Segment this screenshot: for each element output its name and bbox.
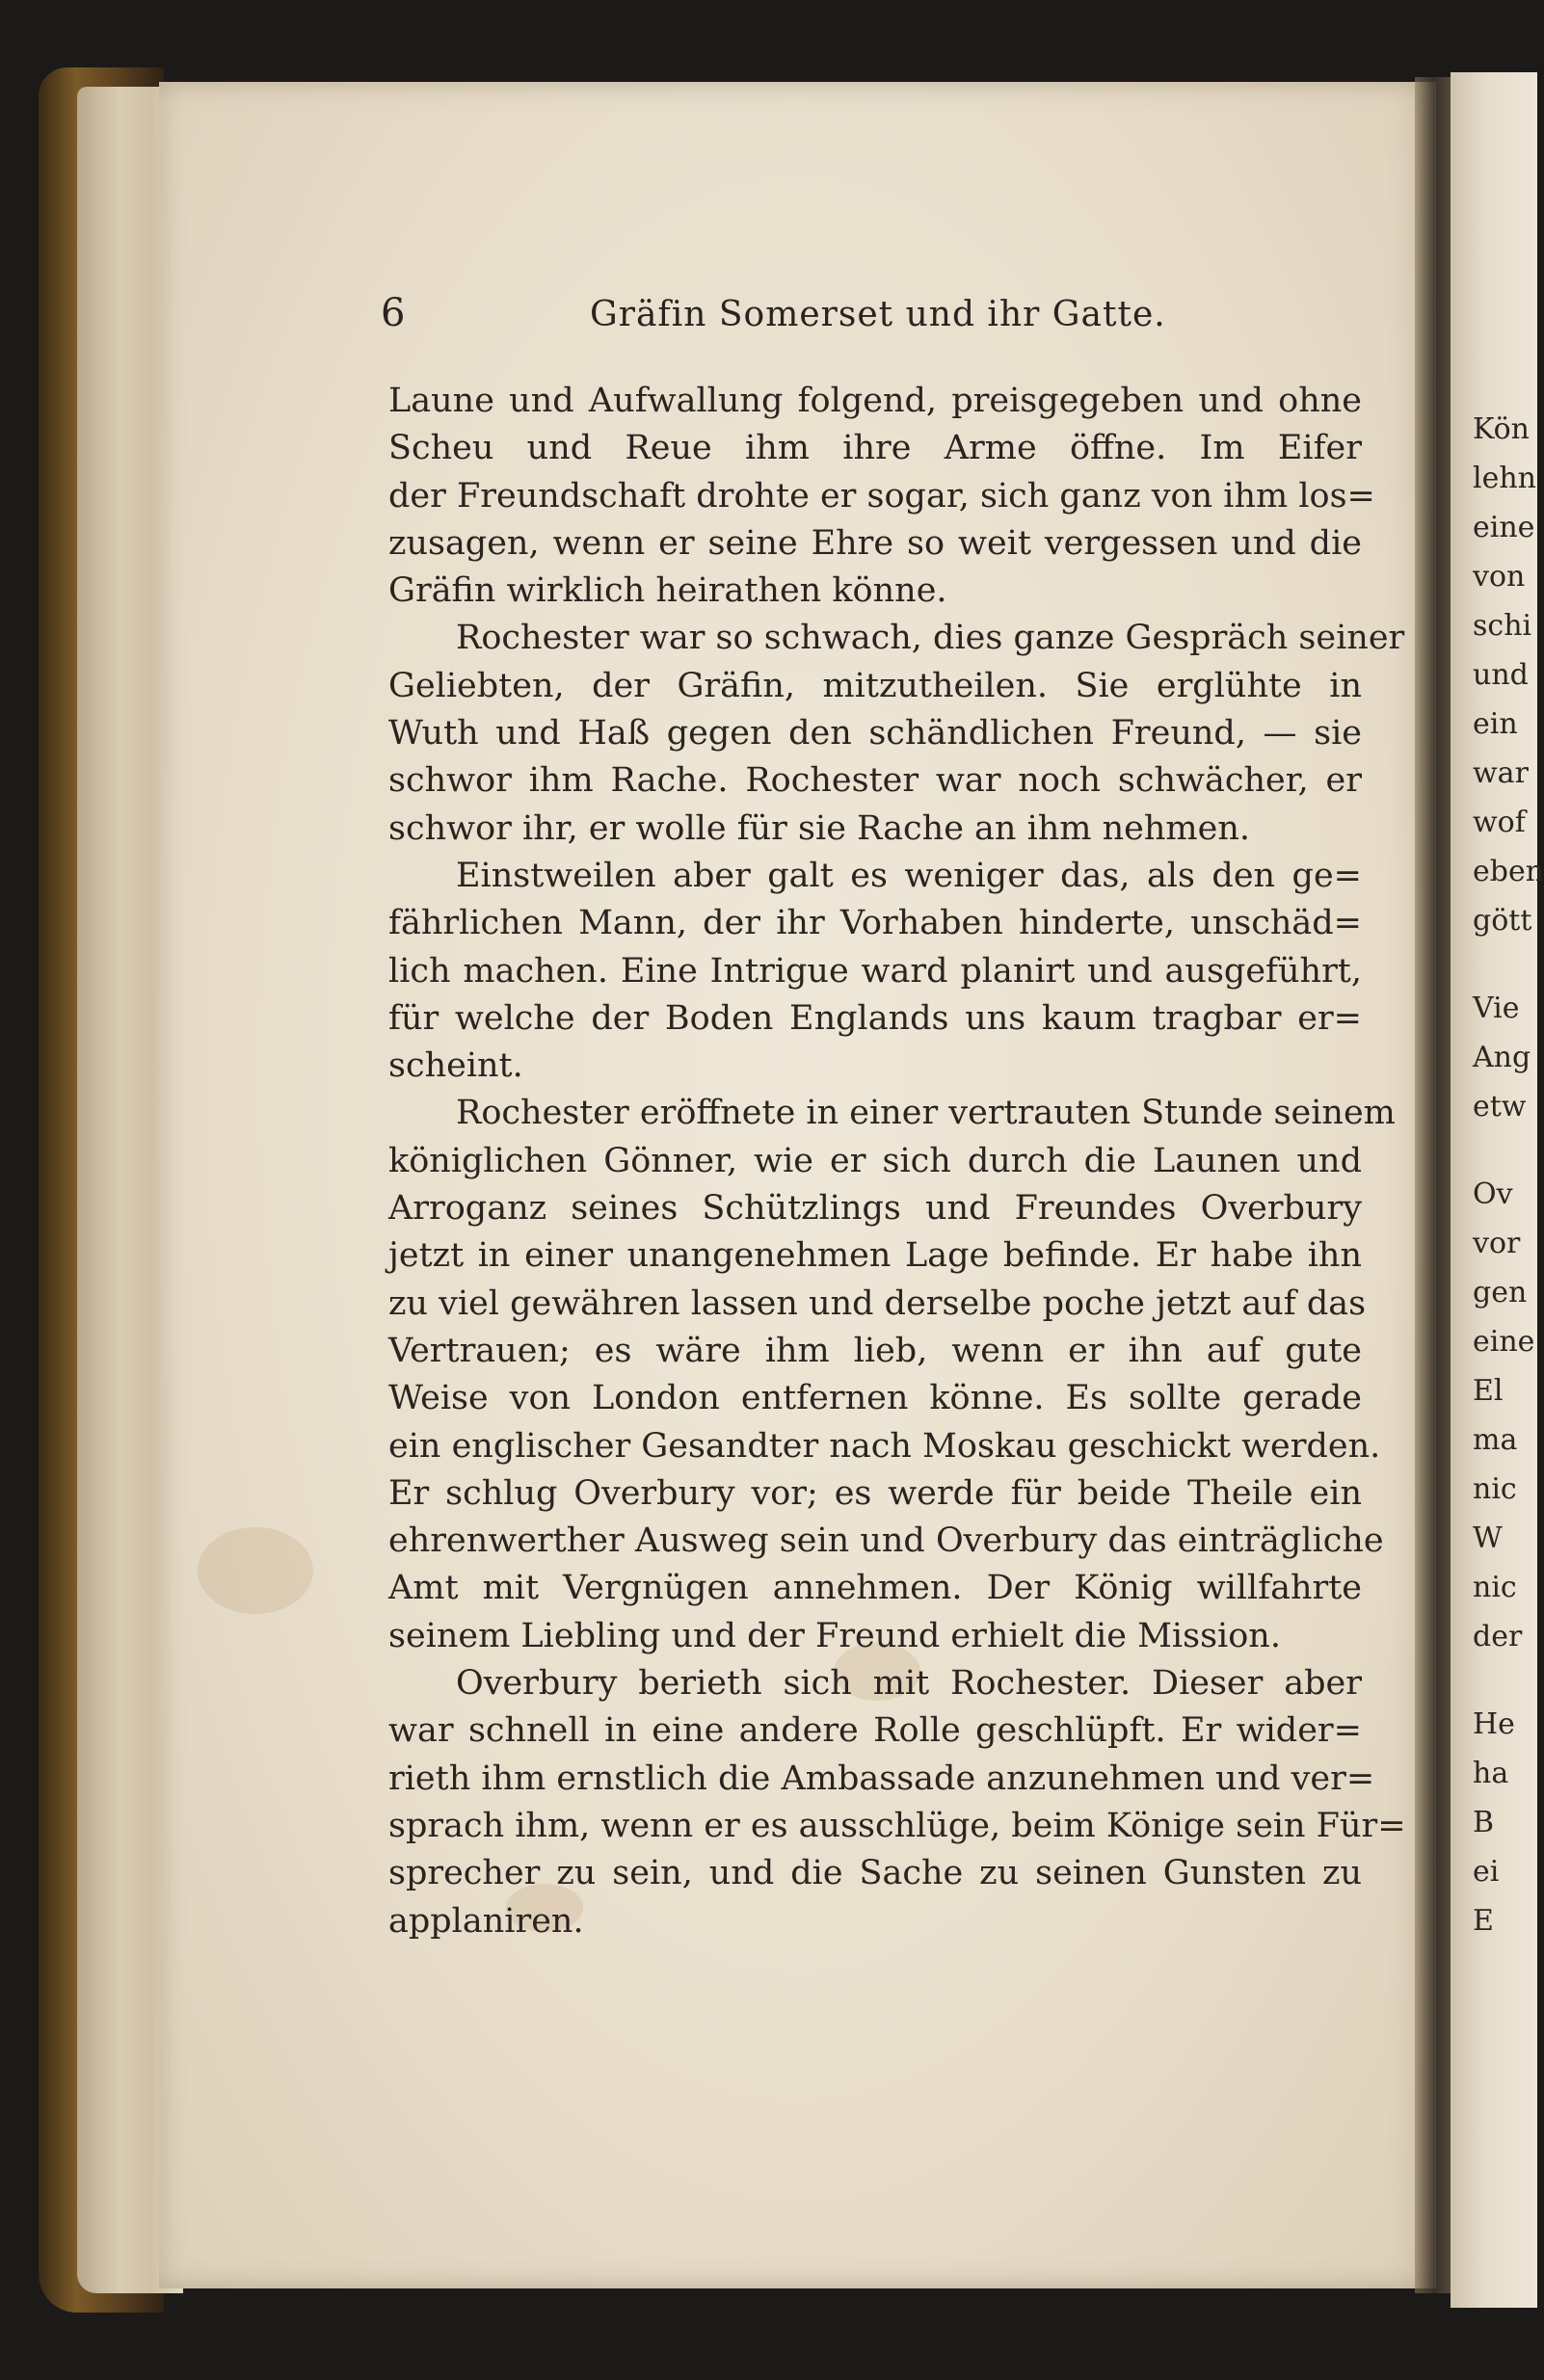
facing-page-fragment: Ang xyxy=(1473,1041,1531,1074)
facing-page-fragment: schi xyxy=(1473,609,1532,643)
facing-page-fragment: ha xyxy=(1473,1757,1509,1790)
text-line: seinem Liebling und der Freund erhielt die Mission. xyxy=(388,1616,1281,1655)
facing-page-fragment: und xyxy=(1473,658,1529,692)
facing-page-fragment: gött xyxy=(1473,904,1532,938)
text-line: sprecher zu sein, und die Sache zu seinen Gunsten zu xyxy=(388,1854,1362,1893)
facing-page-fragment: El xyxy=(1473,1374,1504,1408)
facing-page-fragment: E xyxy=(1473,1904,1494,1938)
book-gutter xyxy=(1415,77,1453,2293)
facing-page-fragment: B xyxy=(1473,1806,1495,1839)
text-line: Geliebten, der Gräfin, mitzutheilen. Sie erglühte in xyxy=(388,666,1362,705)
text-line: Scheu und Reue ihm ihre Arme öffne. Im Eifer xyxy=(388,429,1362,468)
text-line: jetzt in einer unangenehmen Lage befinde. Er habe ihn xyxy=(388,1236,1362,1276)
facing-page-fragment: wof xyxy=(1473,806,1526,839)
text-line: der Freundschaft drohte er sogar, sich ganz von ihm los= xyxy=(388,476,1375,516)
text-line: Arroganz seines Schützlings und Freundes Overbury xyxy=(388,1189,1362,1229)
facing-page-fragment: eben xyxy=(1473,855,1544,888)
text-line: königlichen Gönner, wie er sich durch die Launen und xyxy=(388,1141,1362,1180)
text-line: Gräfin wirklich heirathen könne. xyxy=(388,571,947,611)
facing-page-fragment: ei xyxy=(1473,1855,1500,1889)
text-line: Amt mit Vergnügen annehmen. Der König willfahrte xyxy=(388,1569,1362,1608)
text-line: Einstweilen aber galt es weniger das, als den ge= xyxy=(456,856,1362,895)
text-line: Er schlug Overbury vor; es werde für beide Theile ein xyxy=(388,1473,1362,1513)
text-line: Wuth und Haß gegen den schändlichen Freund, — sie xyxy=(388,714,1362,754)
facing-page-fragment: etw xyxy=(1473,1090,1527,1124)
text-line: für welche der Boden Englands uns kaum tragbar er= xyxy=(388,998,1362,1038)
facing-page-fragment: der xyxy=(1473,1620,1523,1653)
body-text xyxy=(388,378,1406,1945)
facing-page-fragment: Ov xyxy=(1473,1177,1513,1211)
fragment-gap xyxy=(1473,945,1520,984)
text-line: schwor ihm Rache. Rochester war noch schwächer, er xyxy=(388,761,1362,801)
page-header xyxy=(381,291,1166,349)
facing-page-fragment: eine xyxy=(1473,511,1535,544)
text-line: fährlichen Mann, der ihr Vorhaben hinderte, unschäd= xyxy=(388,904,1362,943)
text-line: Weise von London entfernen könne. Es sollte gerade xyxy=(388,1379,1362,1418)
text-line: rieth ihm ernstlich die Ambassade anzunehmen und ver= xyxy=(388,1759,1375,1798)
text-line: war schnell in eine andere Rolle geschlüpft. Er wider= xyxy=(388,1711,1362,1751)
text-line: zusagen, wenn er seine Ehre so weit vergessen und die xyxy=(388,523,1362,563)
page-number: 6 xyxy=(381,291,406,335)
text-line: Rochester eröffnete in einer vertrauten Stunde seinem xyxy=(456,1094,1396,1133)
text-line: ein englischer Gesandter nach Moskau geschickt werden. xyxy=(388,1426,1381,1466)
facing-page-fragment: nic xyxy=(1473,1472,1517,1506)
text-line: Overbury berieth sich mit Rochester. Dieser aber xyxy=(456,1664,1362,1704)
facing-page-fragment: He xyxy=(1473,1707,1515,1741)
facing-page-fragment: eine xyxy=(1473,1325,1535,1359)
facing-page-fragment: ma xyxy=(1473,1423,1518,1457)
facing-page-fragment: Vie xyxy=(1473,992,1520,1025)
facing-page-fragment: vor xyxy=(1473,1227,1521,1260)
text-line: schwor ihr, er wolle für sie Rache an ihm nehmen. xyxy=(388,808,1250,848)
facing-page-fragment: von xyxy=(1473,560,1526,594)
facing-page-fragment: Kön xyxy=(1473,412,1530,446)
text-line: Laune und Aufwallung folgend, preisgegeben und ohne xyxy=(388,382,1362,420)
facing-page-fragment: ein xyxy=(1473,707,1518,741)
facing-page-fragment: gen xyxy=(1473,1276,1528,1309)
facing-page-fragment: nic xyxy=(1473,1571,1517,1604)
text-line: applaniren. xyxy=(388,1901,584,1941)
fragment-gap xyxy=(1473,1661,1520,1700)
text-line: ehrenwerther Ausweg sein und Overbury das einträgliche xyxy=(388,1521,1384,1561)
facing-page-text-fragments xyxy=(1473,405,1544,1945)
facing-page-fragment: W xyxy=(1473,1521,1503,1555)
facing-page-fragment: lehn xyxy=(1473,462,1536,495)
text-line: sprach ihm, wenn er es ausschlüge, beim Könige sein Für= xyxy=(388,1806,1406,1845)
text-line: Rochester war so schwach, dies ganze Gespräch seiner xyxy=(456,619,1405,658)
text-line: scheint. xyxy=(388,1046,523,1086)
text-line: Vertrauen; es wäre ihm lieb, wenn er ihn auf gute xyxy=(388,1331,1362,1370)
facing-page-fragment: war xyxy=(1473,756,1529,790)
text-line: zu viel gewähren lassen und derselbe poche jetzt auf das xyxy=(388,1283,1367,1323)
text-line: lich machen. Eine Intrigue ward planirt und ausgeführt, xyxy=(388,951,1362,991)
running-title: Gräfin Somerset und ihr Gatte. xyxy=(590,295,1166,334)
paper-stain xyxy=(198,1527,313,1614)
fragment-gap xyxy=(1473,1131,1520,1170)
